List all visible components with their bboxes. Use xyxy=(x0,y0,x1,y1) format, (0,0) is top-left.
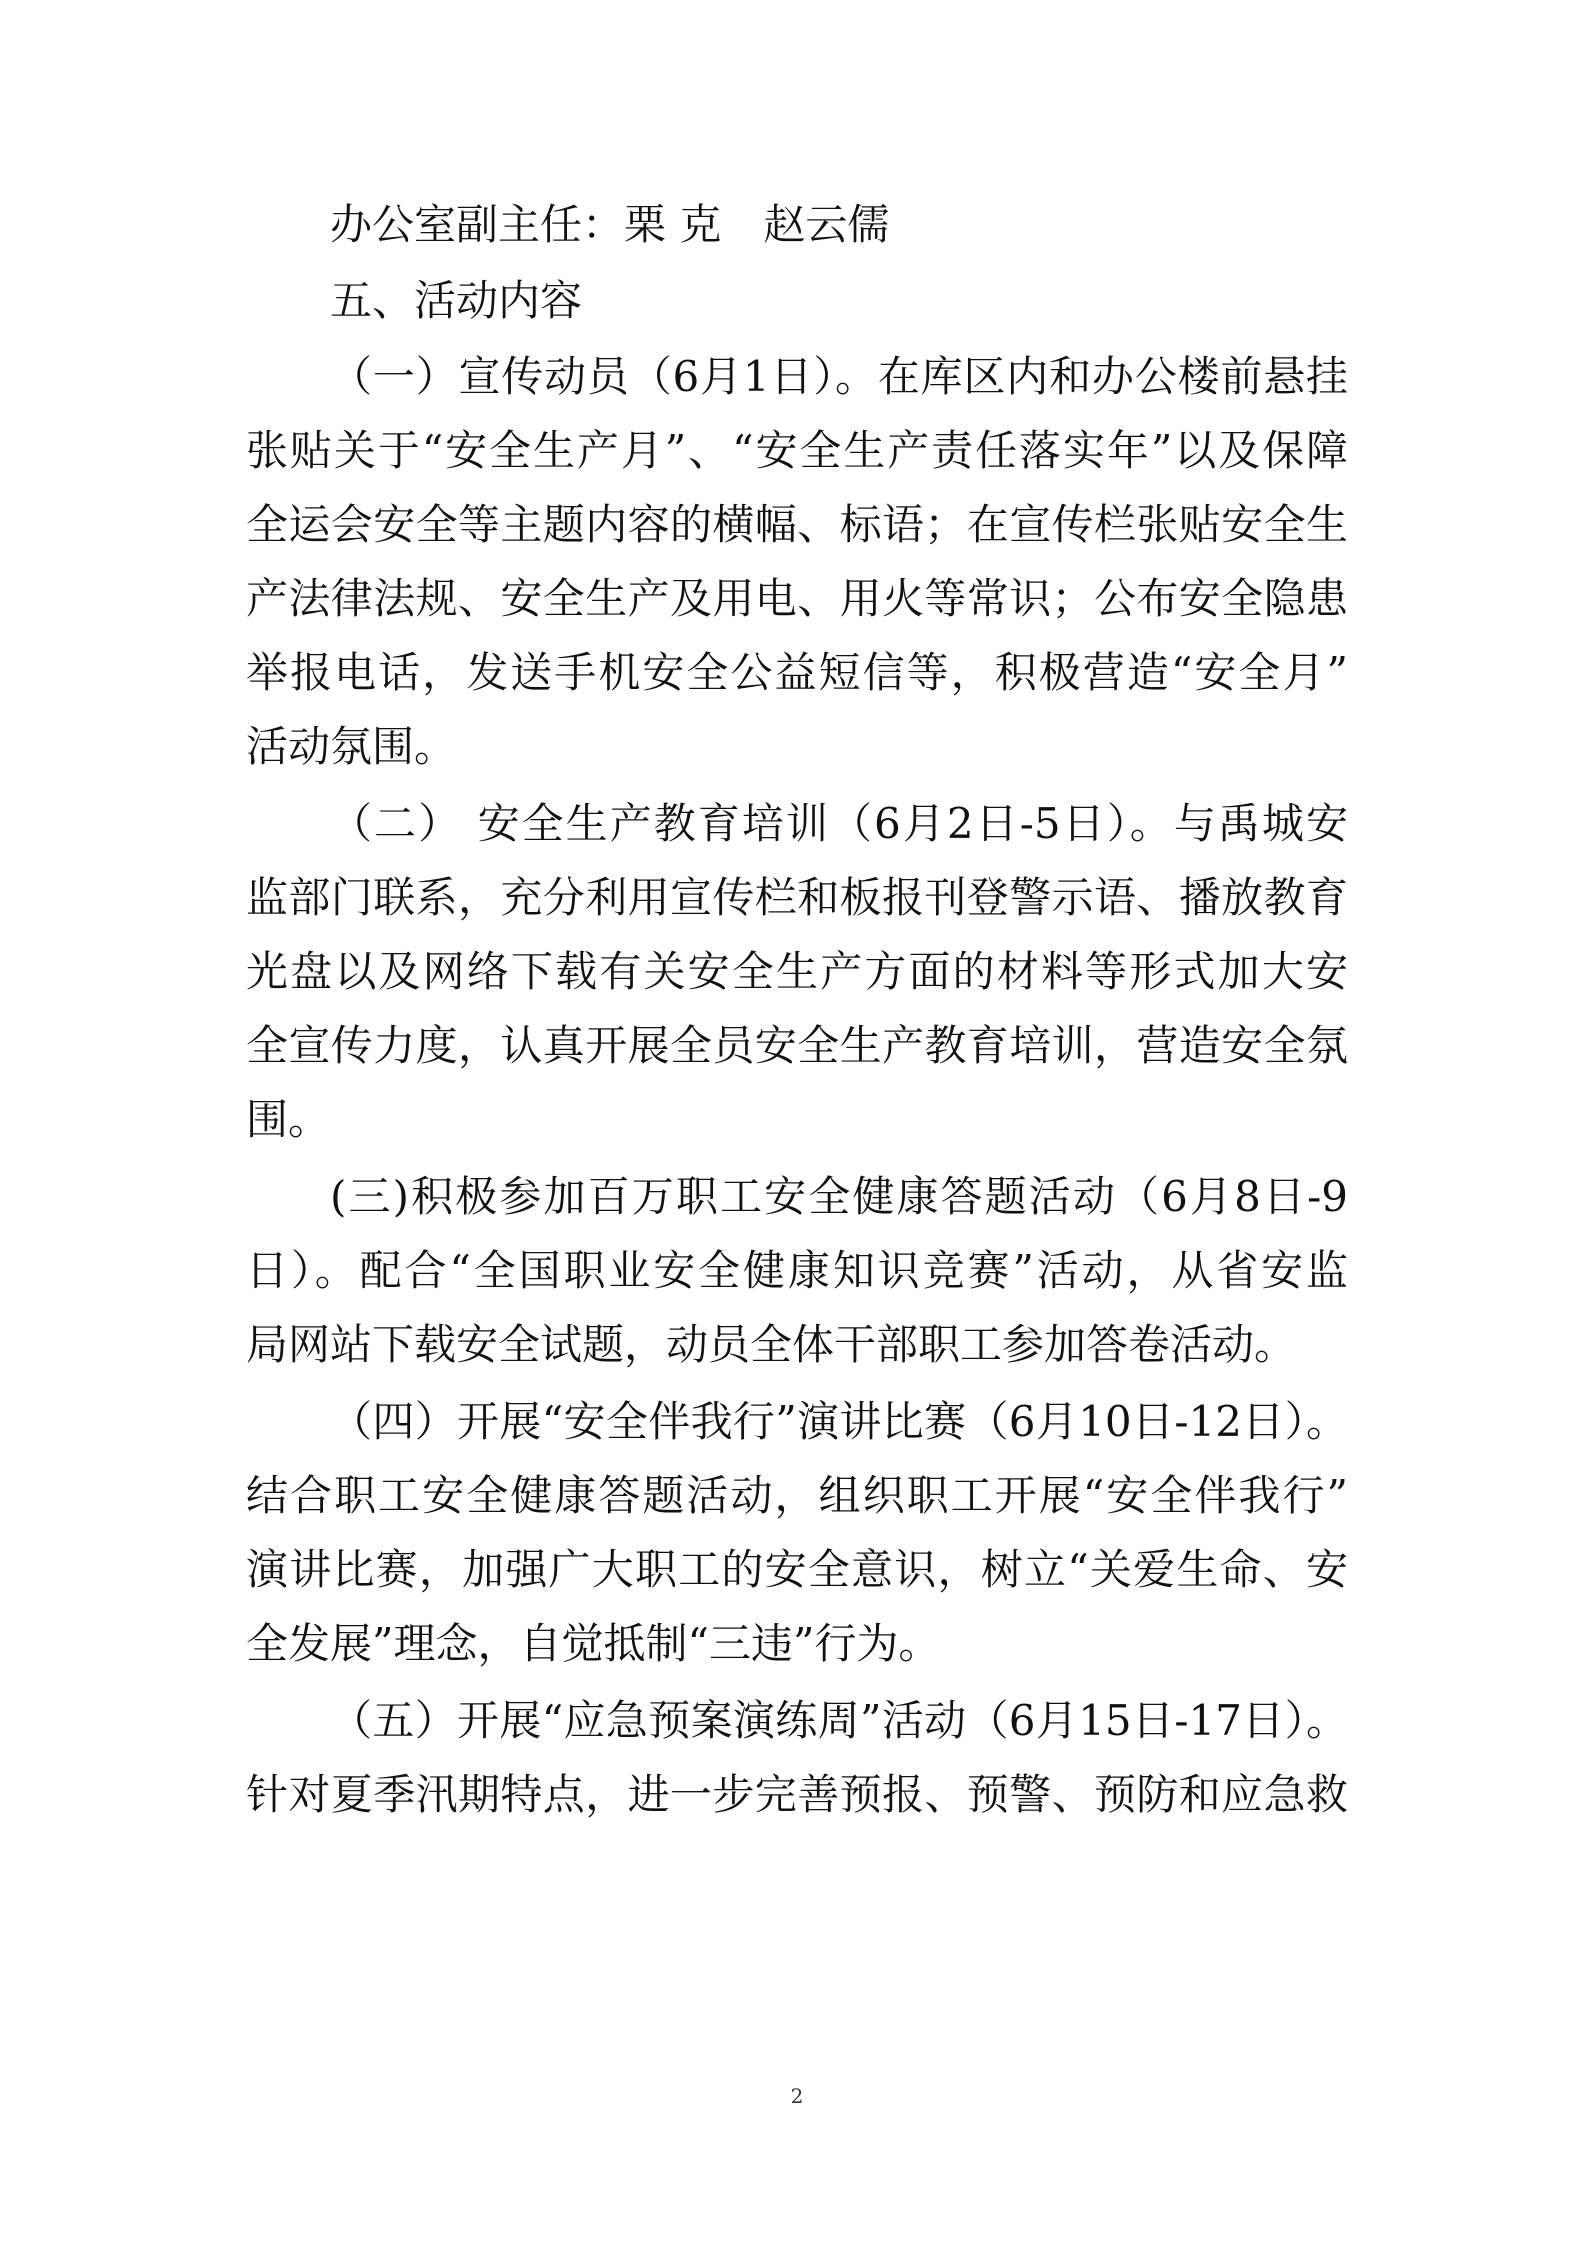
paragraph-2-line-5: 围。 xyxy=(246,1095,331,1144)
paragraph-4-line-2: 结合职工安全健康答题活动，组织职工开展“安全伴我行” xyxy=(246,1471,1348,1520)
paragraph-2-line-1: （二） 安全生产教育培训（6月2日-5日）。与禹城安 xyxy=(330,799,1348,848)
paragraph-2-line-3: 光盘以及网络下载有关安全生产方面的材料等形式加大安 xyxy=(246,947,1348,996)
page-number: 2 xyxy=(790,2084,804,2108)
office-deputy-director-line: 办公室副主任：栗 克 赵云儒 xyxy=(330,200,890,249)
paragraph-5-line-1: （五）开展“应急预案演练周”活动（6月15日-17日）。 xyxy=(330,1696,1348,1745)
paragraph-1-line-2: 张贴关于“安全生产月”、“安全生产责任落实年”以及保障 xyxy=(246,426,1348,475)
paragraph-4-line-3: 演讲比赛，加强广大职工的安全意识，树立“关爱生命、安 xyxy=(246,1545,1348,1594)
paragraph-3-line-3: 局网站下载安全试题，动员全体干部职工参加答卷活动。 xyxy=(246,1320,1297,1369)
paragraph-1-line-6: 活动氛围。 xyxy=(246,722,457,771)
paragraph-1-line-4: 产法律法规、安全生产及用电、用火等常识；公布安全隐患 xyxy=(246,574,1348,623)
paragraph-1-line-5: 举报电话，发送手机安全公益短信等，积极营造“安全月” xyxy=(246,648,1348,697)
paragraph-4-line-1: （四）开展“安全伴我行”演讲比赛（6月10日-12日）。 xyxy=(330,1397,1348,1446)
paragraph-1-line-3: 全运会安全等主题内容的横幅、标语；在宣传栏张贴安全生 xyxy=(246,500,1348,549)
section-heading-activity-content: 五、活动内容 xyxy=(330,276,583,325)
paragraph-3-line-1: (三)积极参加百万职工安全健康答题活动（6月8日-9 xyxy=(330,1172,1348,1221)
paragraph-2-line-2: 监部门联系，充分利用宣传栏和板报刊登警示语、播放教育 xyxy=(246,873,1348,922)
paragraph-2-line-4: 全宣传力度，认真开展全员安全生产教育培训，营造安全氛 xyxy=(246,1021,1348,1070)
paragraph-4-line-4: 全发展”理念，自觉抵制“三违”行为。 xyxy=(246,1619,941,1668)
paragraph-1-line-1: （一）宣传动员（6月1日）。在库区内和办公楼前悬挂 xyxy=(330,352,1348,401)
paragraph-3-line-2: 日）。配合“全国职业安全健康知识竞赛”活动，从省安监 xyxy=(246,1246,1348,1295)
paragraph-5-line-2: 针对夏季汛期特点，进一步完善预报、预警、预防和应急救 xyxy=(246,1770,1348,1819)
